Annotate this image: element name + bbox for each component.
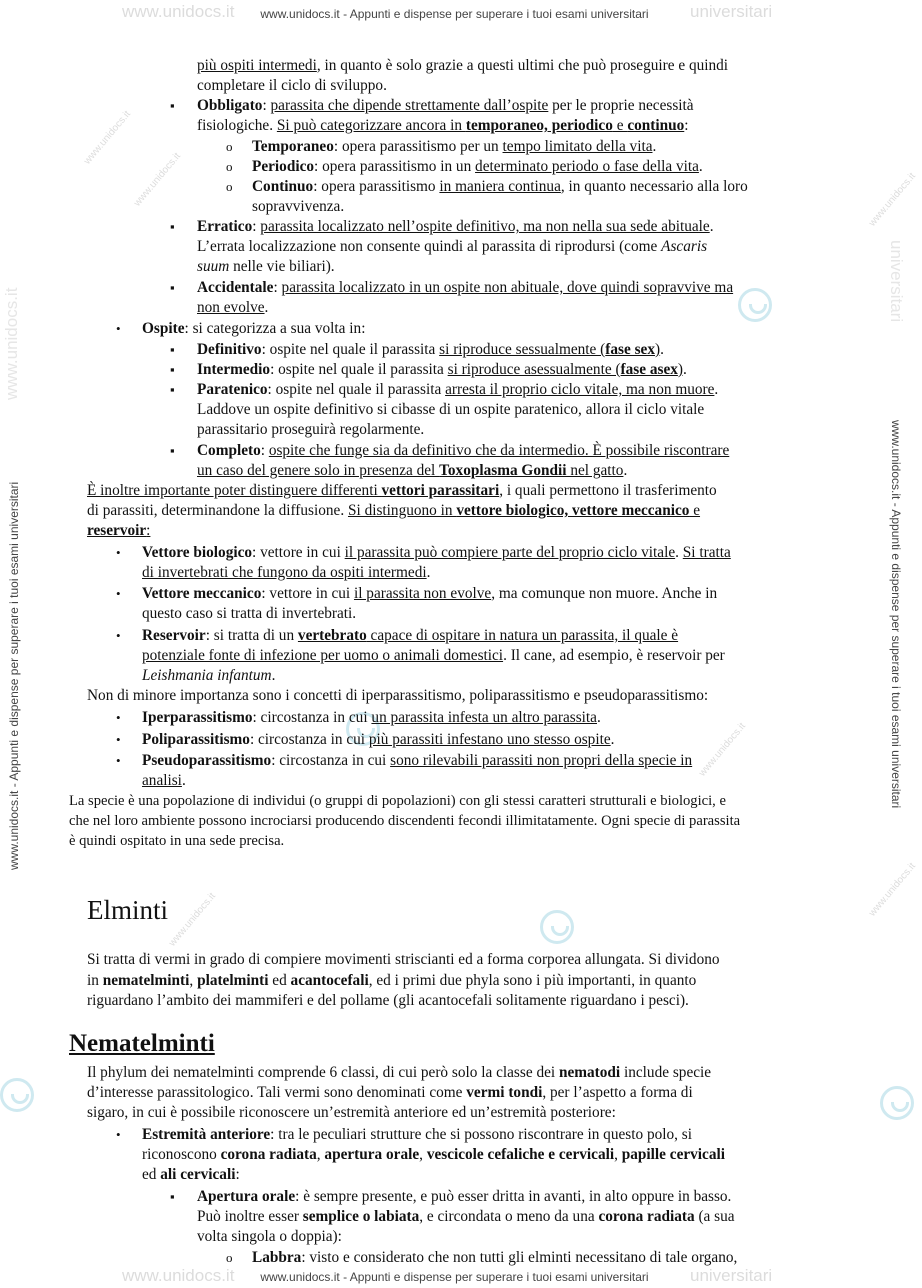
- text-line: riguardano l’ambito dei mammiferi e del pollame (gli acantocefali solitamente riguardano i pesci).: [87, 992, 689, 1009]
- text-line: È inoltre importante poter distinguere differenti vettori parassitari, i quali permettono il trasferimento: [87, 482, 717, 499]
- text-line: in nematelminti, platelminti ed acantocefali, ed i primi due phyla sono i più importanti, in quanto: [87, 972, 697, 989]
- footer-watermark: www.unidocs.it - Appunti e dispense per superare i tuoi esami universitari: [260, 1270, 649, 1284]
- square-bullet-icon: ▪: [170, 382, 175, 397]
- ghost-watermark: www.unidocs.it: [122, 1266, 235, 1285]
- text-line: di parassiti, determinandone la diffusione. Si distinguono in vettore biologico, vettore meccanico e: [87, 502, 701, 519]
- side-watermark-left: www.unidocs.it - Appunti e dispense per superare i tuoi esami universitari: [7, 481, 21, 870]
- text-line: Si tratta di vermi in grado di compiere movimenti striscianti ed a forma corporea allungata. Si dividono: [87, 951, 720, 968]
- text-line: Apertura orale: è sempre presente, e può esser dritta in avanti, in alto oppure in basso.: [197, 1188, 732, 1205]
- bullet-icon: •: [116, 753, 121, 768]
- square-bullet-icon: ▪: [170, 443, 175, 458]
- text-line: più ospiti intermedi, in quanto è solo grazie a questi ultimi che può proseguire e quindi: [197, 57, 729, 74]
- text-line: sigaro, in cui è possibile riconoscere un’estremità anteriore ed un’estremità posteriore:: [87, 1104, 616, 1121]
- text-line: Iperparassitismo: circostanza in cui un parassita infesta un altro parassita.: [142, 709, 601, 726]
- square-bullet-icon: ▪: [170, 342, 175, 357]
- square-bullet-icon: ▪: [170, 280, 175, 295]
- bullet-icon: •: [116, 710, 121, 725]
- diagonal-watermark: www.unidocs.it: [82, 108, 133, 167]
- text-line: Può inoltre esser semplice o labiata, e circondata o meno da una corona radiata (a sua: [197, 1208, 735, 1225]
- side-watermark-right: www.unidocs.it - Appunti e dispense per superare i tuoi esami universitari: [889, 420, 903, 809]
- text-line: Accidentale: parassita localizzato in un ospite non abituale, dove quindi sopravvive ma: [197, 279, 734, 296]
- text-line: volta singola o doppia):: [197, 1228, 342, 1245]
- text-line: fisiologiche. Si può categorizzare ancora in temporaneo, periodico e continuo:: [197, 117, 689, 134]
- unidocs-logo-icon: [0, 1078, 34, 1112]
- text-line: Laddove un ospite definitivo si cibasse di un ospite paratenico, allora il ciclo vitale: [197, 401, 705, 418]
- text-line: Vettore biologico: vettore in cui il parassita può compiere parte del proprio ciclo vitale. Si tratta: [142, 544, 731, 561]
- side-ghost-watermark: universitari: [887, 240, 906, 323]
- text-line: di invertebrati che fungono da ospiti intermedi.: [142, 564, 431, 581]
- text-line: Temporaneo: opera parassitismo per un tempo limitato della vita.: [252, 138, 657, 155]
- diagonal-watermark: www.unidocs.it: [132, 150, 183, 209]
- text-line: Intermedio: ospite nel quale il parassita si riproduce asessualmente (fase asex).: [197, 361, 687, 378]
- text-line: ed ali cervicali:: [142, 1166, 240, 1183]
- circle-bullet-icon: o: [226, 179, 233, 194]
- subsection-heading: Nematelminti: [69, 1030, 215, 1057]
- text-line: sopravvivenza.: [252, 198, 345, 215]
- diagonal-watermark: www.unidocs.it: [867, 860, 918, 919]
- text-line: potenziale fonte di infezione per uomo o animali domestici. Il cane, ad esempio, è reservoir per: [142, 647, 725, 664]
- text-line: Definitivo: ospite nel quale il parassita si riproduce sessualmente (fase sex).: [197, 341, 664, 358]
- text-line: Estremità anteriore: tra le peculiari strutture che si possono riscontrare in questo polo, si: [142, 1126, 692, 1143]
- text-line: parassitario proseguirà regolarmente.: [197, 421, 425, 438]
- unidocs-logo-icon: [738, 288, 772, 322]
- text-line: completare il ciclo di sviluppo.: [197, 77, 387, 94]
- text-line: Leishmania infantum.: [142, 667, 276, 684]
- text-line: Obbligato: parassita che dipende strettamente dall’ospite per le proprie necessità: [197, 97, 694, 114]
- circle-bullet-icon: o: [226, 139, 233, 154]
- ghost-watermark: universitari: [690, 2, 773, 21]
- square-bullet-icon: ▪: [170, 362, 175, 377]
- text-line: suum nelle vie biliari).: [197, 258, 335, 275]
- text-line: Labbra: visto e considerato che non tutti gli elminti necessitano di tale organo,: [252, 1249, 738, 1266]
- text-line: Non di minore importanza sono i concetti di iperparassitismo, poliparassitismo e pseudoparassitismo:: [87, 687, 709, 704]
- text-line: Pseudoparassitismo: circostanza in cui sono rilevabili parassiti non propri della specie in: [142, 752, 693, 769]
- text-line: Paratenico: ospite nel quale il parassita arresta il proprio ciclo vitale, ma non muore.: [197, 381, 719, 398]
- text-line: non evolve.: [197, 299, 269, 316]
- text-line: Il phylum dei nematelminti comprende 6 classi, di cui però solo la classe dei nematodi include specie: [87, 1064, 712, 1081]
- bullet-icon: •: [116, 628, 121, 643]
- header-watermark: www.unidocs.it - Appunti e dispense per superare i tuoi esami universitari: [260, 7, 649, 21]
- ghost-watermark: universitari: [690, 1266, 773, 1285]
- bullet-icon: •: [116, 321, 121, 336]
- text-line: Continuo: opera parassitismo in maniera continua, in quanto necessario alla loro: [252, 178, 748, 195]
- text-line: Reservoir: si tratta di un vertebrato capace di ospitare in natura un parassita, il quale è: [142, 627, 679, 644]
- text-line: questo caso si tratta di invertebrati.: [142, 605, 357, 622]
- text-line: Ospite: si categorizza a sua volta in:: [142, 320, 366, 337]
- square-bullet-icon: ▪: [170, 1189, 175, 1204]
- square-bullet-icon: ▪: [170, 98, 175, 113]
- text-line: è quindi ospitato in una sede precisa.: [69, 833, 285, 849]
- side-ghost-watermark: www.unidocs.it: [2, 287, 21, 400]
- unidocs-logo-icon: [540, 910, 574, 944]
- text-line: Erratico: parassita localizzato nell’ospite definitivo, ma non nella sua sede abituale.: [197, 218, 714, 235]
- text-line: Completo: ospite che funge sia da definitivo che da intermedio. È possibile riscontrare: [197, 442, 730, 459]
- bullet-icon: •: [116, 545, 121, 560]
- text-line: riconoscono corona radiata, apertura orale, vescicole cefaliche e cervicali, papille cervicali: [142, 1146, 725, 1163]
- bullet-icon: •: [116, 1127, 121, 1142]
- bullet-icon: •: [116, 732, 121, 747]
- text-line: un caso del genere solo in presenza del Toxoplasma Gondii nel gatto.: [197, 462, 628, 479]
- diagonal-watermark: www.unidocs.it: [867, 170, 918, 229]
- diagonal-watermark: www.unidocs.it: [167, 890, 218, 949]
- circle-bullet-icon: o: [226, 1250, 233, 1265]
- circle-bullet-icon: o: [226, 159, 233, 174]
- bullet-icon: •: [116, 586, 121, 601]
- text-line: d’interesse parassitologico. Tali vermi sono denominati come vermi tondi, per l’aspetto a forma di: [87, 1084, 693, 1101]
- text-line: La specie è una popolazione di individui (o gruppi di popolazioni) con gli stessi caratteri strutturali e biologici, e: [69, 793, 726, 809]
- text-line: reservoir:: [87, 522, 151, 539]
- text-line: che nel loro ambiente possono incrociarsi producendo discendenti fecondi illimitatamente. Ogni specie di parassita: [69, 813, 741, 829]
- diagonal-watermark: www.unidocs.it: [697, 720, 748, 779]
- square-bullet-icon: ▪: [170, 219, 175, 234]
- unidocs-logo-icon: [880, 1086, 914, 1120]
- section-heading: Elminti: [87, 895, 168, 925]
- text-line: Poliparassitismo: circostanza in cui più parassiti infestano uno stesso ospite.: [142, 731, 615, 748]
- ghost-watermark: www.unidocs.it: [122, 2, 235, 21]
- text-line: analisi.: [142, 772, 186, 789]
- text-line: Periodico: opera parassitismo in un determinato periodo o fase della vita.: [252, 158, 703, 175]
- text-line: Vettore meccanico: vettore in cui il parassita non evolve, ma comunque non muore. Anche in: [142, 585, 718, 602]
- text-line: L’errata localizzazione non consente quindi al parassita di riprodursi (come Ascaris: [197, 238, 708, 255]
